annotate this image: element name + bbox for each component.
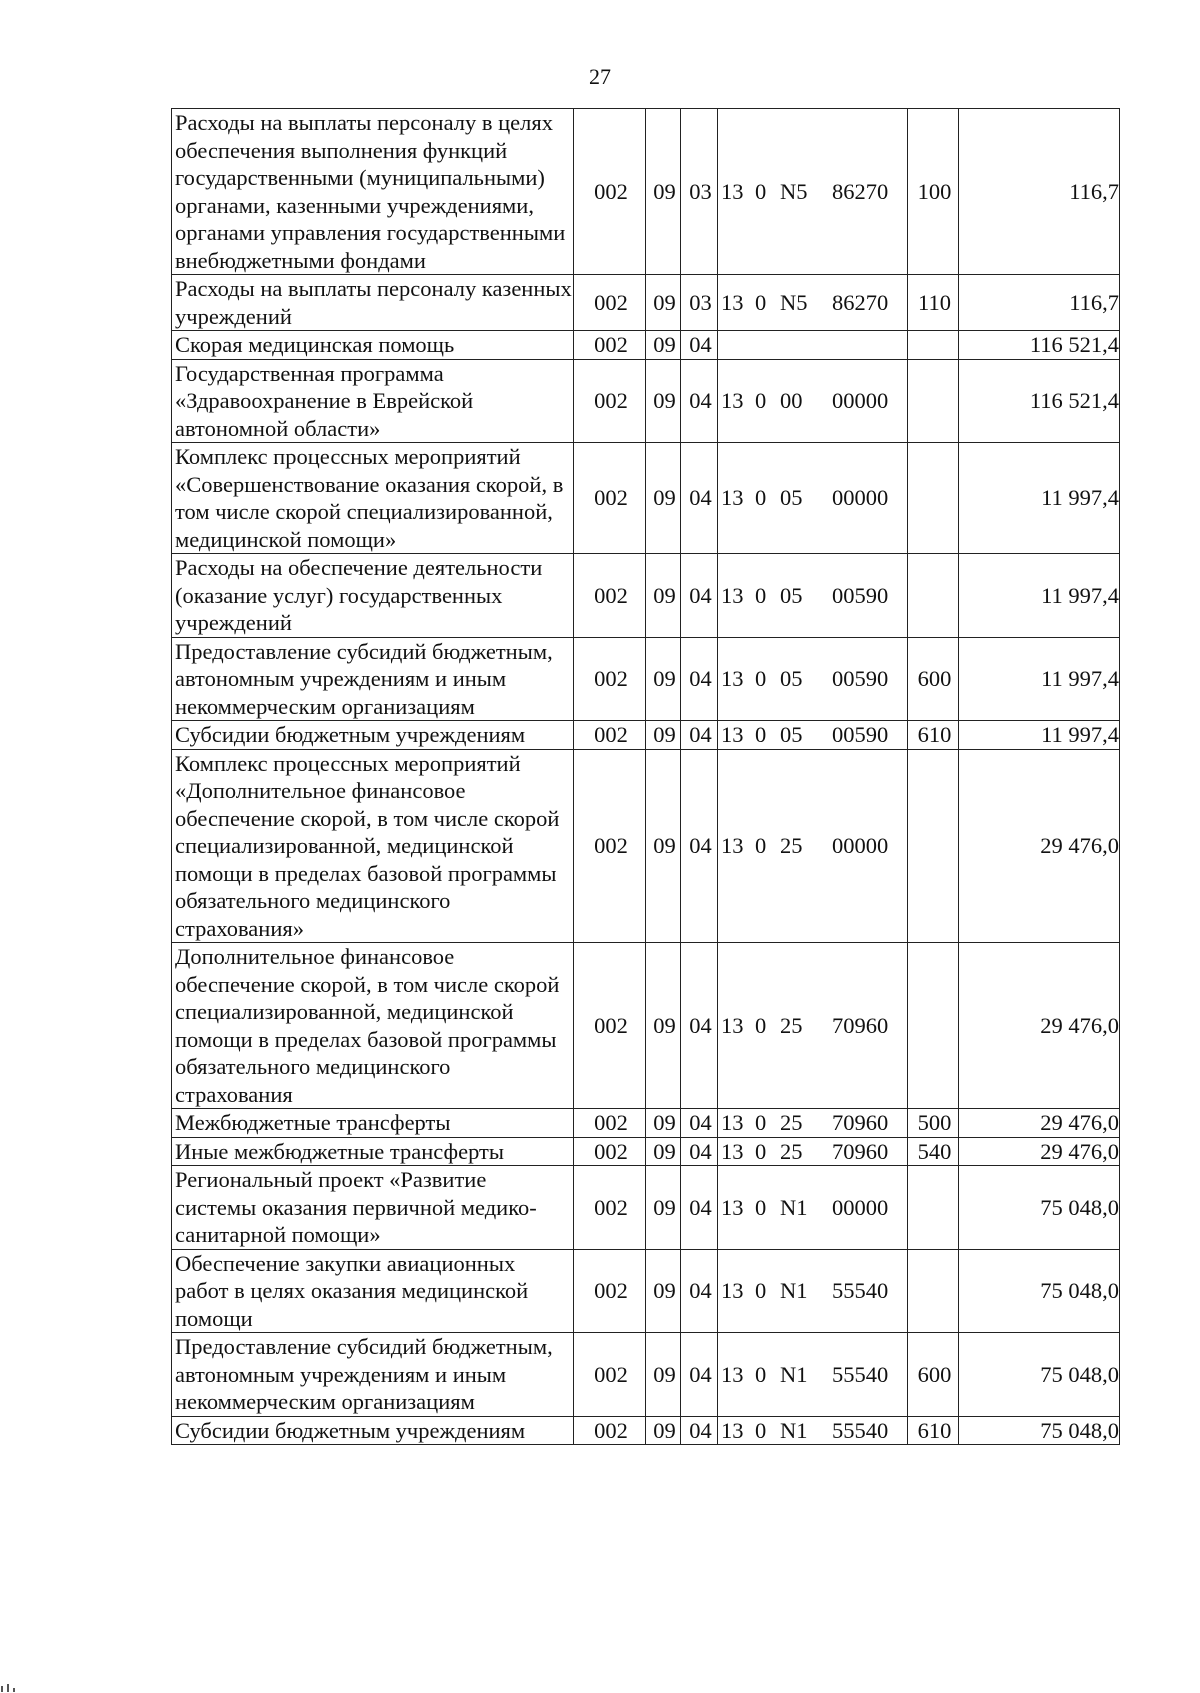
program-code-part: 00000: [832, 485, 889, 511]
row-expense-type: 110: [908, 275, 959, 331]
row-grbs: 002: [574, 1333, 646, 1417]
program-code-part: 13: [721, 1278, 744, 1303]
row-grbs: 002: [574, 943, 646, 1109]
row-program-code: [718, 359, 908, 443]
row-amount: 75 048,0: [959, 1416, 1120, 1445]
row-amount: 75 048,0: [959, 1166, 1120, 1250]
row-amount: 11 997,4: [959, 637, 1120, 721]
row-grbs: 002: [574, 1166, 646, 1250]
row-name: Региональный проект «Развитие системы оказания первичной медико-санитарной помощи»: [172, 1166, 574, 1250]
program-code-part: 70960: [832, 1138, 889, 1164]
row-expense-type: [908, 331, 959, 360]
program-code-part: 25: [780, 1012, 803, 1038]
row-subsection: 04: [681, 554, 718, 638]
row-section: 09: [646, 109, 681, 275]
row-amount: 116,7: [959, 109, 1120, 275]
row-program-code: [718, 721, 908, 750]
row-subsection: 04: [681, 443, 718, 554]
program-code-part: N1: [780, 1417, 808, 1443]
row-program-code: [718, 1137, 908, 1166]
row-name: Скорая медицинская помощь: [172, 331, 574, 360]
row-expense-type: [908, 359, 959, 443]
row-amount: 75 048,0: [959, 1249, 1120, 1333]
row-grbs: 002: [574, 109, 646, 275]
row-name: Обеспечение закупки авиационных работ в целях оказания медицинской помощи: [172, 1249, 574, 1333]
program-code-part: 0: [755, 666, 767, 691]
program-code-part: 13: [721, 666, 744, 691]
program-code-part: 00000: [832, 388, 889, 413]
program-code-part: 13: [721, 1194, 744, 1220]
row-section: 09: [646, 443, 681, 554]
program-code-part: 55540: [832, 1361, 889, 1387]
row-grbs: 002: [574, 1137, 646, 1166]
row-subsection: 04: [681, 1416, 718, 1445]
row-name: Предоставление субсидий бюджетным, автономным учреждениям и иным некоммерческим организациям: [172, 1333, 574, 1417]
program-code-part: 13: [721, 178, 744, 204]
program-code-part: 55540: [832, 1417, 889, 1443]
row-grbs: 002: [574, 749, 646, 943]
program-code-part: 55540: [832, 1278, 889, 1303]
table-row: [172, 637, 1120, 721]
row-program-code: [718, 1166, 908, 1250]
table-row: [172, 109, 1120, 275]
row-subsection: 03: [681, 109, 718, 275]
row-expense-type: [908, 443, 959, 554]
row-amount: 11 997,4: [959, 721, 1120, 750]
table-row: [172, 331, 1120, 360]
row-subsection: 04: [681, 1109, 718, 1138]
row-grbs: 002: [574, 1249, 646, 1333]
row-program-code: [718, 275, 908, 331]
program-code-part: 0: [755, 1417, 767, 1443]
row-grbs: 002: [574, 331, 646, 360]
page-number: 27: [589, 64, 611, 89]
row-section: 09: [646, 554, 681, 638]
row-amount: 116 521,4: [959, 331, 1120, 360]
program-code-part: 13: [721, 1361, 744, 1387]
row-name: Иные межбюджетные трансферты: [172, 1137, 574, 1166]
row-name: Субсидии бюджетным учреждениям: [172, 1416, 574, 1445]
program-code-part: 13: [721, 1138, 744, 1164]
program-code-part: N5: [780, 178, 808, 204]
program-code-part: 00: [780, 388, 803, 413]
row-subsection: 04: [681, 1333, 718, 1417]
row-section: 09: [646, 331, 681, 360]
row-expense-type: 610: [908, 1416, 959, 1445]
table-row: [172, 943, 1120, 1109]
program-code-part: 13: [721, 1417, 744, 1443]
row-program-code: [718, 749, 908, 943]
program-code-part: 13: [721, 1012, 744, 1038]
row-subsection: 04: [681, 331, 718, 360]
row-amount: 11 997,4: [959, 443, 1120, 554]
program-code-part: 86270: [832, 289, 889, 315]
program-code-part: 25: [780, 1138, 803, 1164]
program-code-part: 70960: [832, 1110, 889, 1135]
row-name: Предоставление субсидий бюджетным, автономным учреждениям и иным некоммерческим организациям: [172, 637, 574, 721]
program-code-part: 0: [755, 833, 767, 858]
program-code-part: 70960: [832, 1012, 889, 1038]
table-row: [172, 275, 1120, 331]
row-name: Расходы на выплаты персоналу в целях обеспечения выполнения функций государственными (муниципальными) органами, казенными учреждениями, органами управления государственными внебюджетными фондами: [172, 109, 574, 275]
program-code-part: 05: [780, 666, 803, 691]
budget-table: [171, 108, 1120, 1445]
row-expense-type: 540: [908, 1137, 959, 1166]
row-subsection: 04: [681, 1137, 718, 1166]
row-section: 09: [646, 1249, 681, 1333]
program-code-part: N5: [780, 289, 808, 315]
row-program-code: [718, 1109, 908, 1138]
row-amount: 116,7: [959, 275, 1120, 331]
program-code-part: 00000: [832, 833, 889, 858]
row-program-code: [718, 443, 908, 554]
row-name: Государственная программа «Здравоохранение в Еврейской автономной области»: [172, 359, 574, 443]
program-code-part: 0: [755, 1194, 767, 1220]
row-grbs: 002: [574, 554, 646, 638]
row-expense-type: [908, 554, 959, 638]
program-code-part: 13: [721, 833, 744, 858]
program-code-part: 25: [780, 833, 803, 858]
program-code-part: 13: [721, 388, 744, 413]
row-section: 09: [646, 1109, 681, 1138]
row-expense-type: [908, 1166, 959, 1250]
row-program-code: [718, 1333, 908, 1417]
row-name: Расходы на обеспечение деятельности (оказание услуг) государственных учреждений: [172, 554, 574, 638]
row-subsection: 04: [681, 943, 718, 1109]
program-code-part: 0: [755, 1138, 767, 1164]
row-grbs: 002: [574, 443, 646, 554]
row-name: Дополнительное финансовое обеспечение скорой, в том числе скорой специализированной, медицинской помощи в пределах базовой программы обязательного медицинского страхования: [172, 943, 574, 1109]
scan-edge-mark: [0, 1680, 60, 1693]
table-row: [172, 359, 1120, 443]
row-expense-type: 610: [908, 721, 959, 750]
row-program-code: [718, 1416, 908, 1445]
row-expense-type: 600: [908, 637, 959, 721]
row-section: 09: [646, 1166, 681, 1250]
row-section: 09: [646, 359, 681, 443]
program-code-part: 00590: [832, 582, 889, 608]
program-code-part: 13: [721, 582, 744, 608]
table-row: [172, 443, 1120, 554]
row-amount: 29 476,0: [959, 749, 1120, 943]
program-code-part: 0: [755, 485, 767, 511]
row-grbs: 002: [574, 721, 646, 750]
program-code-part: 86270: [832, 178, 889, 204]
program-code-part: 0: [755, 1110, 767, 1135]
row-grbs: 002: [574, 1109, 646, 1138]
row-amount: 11 997,4: [959, 554, 1120, 638]
row-name: Субсидии бюджетным учреждениям: [172, 721, 574, 750]
program-code-part: 0: [755, 582, 767, 608]
row-name: Межбюджетные трансферты: [172, 1109, 574, 1138]
row-subsection: 04: [681, 359, 718, 443]
program-code-part: 0: [755, 1012, 767, 1038]
program-code-part: 0: [755, 289, 767, 315]
program-code-part: N1: [780, 1361, 808, 1387]
row-section: 09: [646, 721, 681, 750]
row-amount: 116 521,4: [959, 359, 1120, 443]
row-expense-type: [908, 749, 959, 943]
row-subsection: 04: [681, 1249, 718, 1333]
row-section: 09: [646, 275, 681, 331]
row-program-code: [718, 943, 908, 1109]
program-code-part: 0: [755, 388, 767, 413]
table-row: [172, 1166, 1120, 1250]
row-section: 09: [646, 1416, 681, 1445]
program-code-part: N1: [780, 1194, 808, 1220]
row-amount: 29 476,0: [959, 1109, 1120, 1138]
table-row: [172, 554, 1120, 638]
table-row: [172, 1137, 1120, 1166]
row-program-code: [718, 637, 908, 721]
program-code-part: 13: [721, 722, 744, 747]
row-subsection: 04: [681, 721, 718, 750]
program-code-part: 05: [780, 582, 803, 608]
row-name: Расходы на выплаты персоналу казенных учреждений: [172, 275, 574, 331]
row-expense-type: 100: [908, 109, 959, 275]
row-name: Комплекс процессных мероприятий «Дополнительное финансовое обеспечение скорой, в том числе скорой специализированной, медицинской помощи в пределах базовой программы обязательного медицинского страхования»: [172, 749, 574, 943]
program-code-part: 05: [780, 485, 803, 511]
row-expense-type: [908, 943, 959, 1109]
row-program-code: [718, 109, 908, 275]
row-amount: 29 476,0: [959, 943, 1120, 1109]
row-section: 09: [646, 1333, 681, 1417]
row-subsection: 03: [681, 275, 718, 331]
row-section: 09: [646, 943, 681, 1109]
row-expense-type: 500: [908, 1109, 959, 1138]
table-row: [172, 1109, 1120, 1138]
row-amount: 75 048,0: [959, 1333, 1120, 1417]
program-code-part: 00590: [832, 722, 889, 747]
program-code-part: 05: [780, 722, 803, 747]
program-code-part: 25: [780, 1110, 803, 1135]
row-grbs: 002: [574, 275, 646, 331]
program-code-part: 13: [721, 1110, 744, 1135]
row-program-code: [718, 1249, 908, 1333]
row-program-code: [718, 554, 908, 638]
row-section: 09: [646, 749, 681, 943]
row-expense-type: [908, 1249, 959, 1333]
row-program-code: [718, 331, 908, 360]
row-section: 09: [646, 637, 681, 721]
table-row: [172, 749, 1120, 943]
row-subsection: 04: [681, 749, 718, 943]
table-row: [172, 721, 1120, 750]
program-code-part: 13: [721, 485, 744, 511]
row-name: Комплекс процессных мероприятий «Совершенствование оказания скорой, в том числе скорой специализированной, медицинской помощи»: [172, 443, 574, 554]
program-code-part: 0: [755, 1278, 767, 1303]
table-row: [172, 1416, 1120, 1445]
row-subsection: 04: [681, 1166, 718, 1250]
program-code-part: 0: [755, 178, 767, 204]
table-row: [172, 1249, 1120, 1333]
table-row: [172, 1333, 1120, 1417]
row-expense-type: 600: [908, 1333, 959, 1417]
row-subsection: 04: [681, 637, 718, 721]
program-code-part: 0: [755, 1361, 767, 1387]
program-code-part: 00590: [832, 666, 889, 691]
row-grbs: 002: [574, 359, 646, 443]
row-section: 09: [646, 1137, 681, 1166]
program-code-part: 0: [755, 722, 767, 747]
row-grbs: 002: [574, 1416, 646, 1445]
program-code-part: 13: [721, 289, 744, 315]
program-code-part: 00000: [832, 1194, 889, 1220]
program-code-part: N1: [780, 1278, 808, 1303]
row-amount: 29 476,0: [959, 1137, 1120, 1166]
row-grbs: 002: [574, 637, 646, 721]
